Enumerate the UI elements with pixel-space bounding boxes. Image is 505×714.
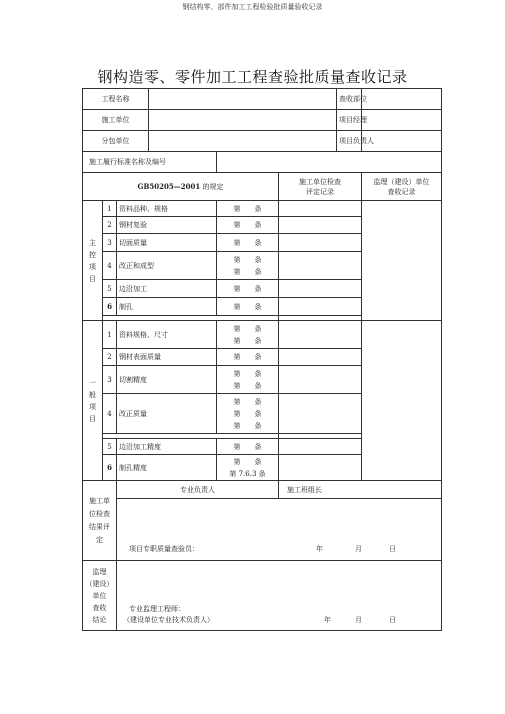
day-label: 日 [389,545,396,553]
subcontract-unit-label: 分包单位 [83,131,149,152]
year-label: 年 [324,616,331,624]
item-clause [217,298,279,316]
day-label: 日 [389,616,396,624]
project-manager-value[interactable] [362,110,442,131]
clause-text: 第 条 [233,267,262,276]
check-record-header [279,173,362,201]
check-record-cell[interactable] [279,280,362,298]
supervision-record-header [362,173,442,201]
supervision-main-cell[interactable] [362,201,442,321]
engineer-note: （建设单位专业技术负责人） [123,616,214,624]
item-name: 切面质量 [117,234,217,252]
supervision-general-cell[interactable] [362,321,442,481]
info-row-standard [83,152,442,173]
info-row-construction [83,110,442,131]
sup-head-1: 监理（建设）单位 [373,177,430,186]
clause-text: 第 条 [233,221,262,229]
construction-eval-line: 施工单 [89,496,110,505]
info-row-project [83,89,442,110]
main-group-char: 控 [89,250,96,259]
acceptance-unit-value[interactable] [362,89,442,110]
clause-text: 第 7.6.3 条 [229,469,266,478]
general-group-char: 般 [89,390,96,399]
clause-text: 第 条 [233,409,262,418]
item-name: 资料品种、规格 [117,201,217,217]
item-number: 3 [103,234,117,252]
supervision-line: 查收 [92,603,107,612]
acceptance-unit-label [337,89,367,110]
table-row [83,321,442,349]
construction-eval-label [83,481,117,561]
supervision-line: 单位 [92,591,107,600]
item-number: 3 [103,366,117,394]
item-clause [217,217,279,234]
project-manager-label [337,110,367,131]
chief-label: 专业负责人 [117,481,279,499]
sup-head-2: 查收记录 [387,187,416,196]
general-group-char: 目 [89,414,96,423]
project-name-value[interactable] [149,89,337,110]
item-clause [217,252,279,280]
page-header: 钢结构零、部件加工工程检验批质量验收记录 [182,3,323,11]
item-number: 1 [103,321,117,349]
project-name-label: 工程名称 [83,89,149,110]
item-clause [217,280,279,298]
item-clause [217,234,279,252]
supervision-label [83,561,117,631]
item-number: 2 [103,217,117,234]
month-label: 月 [355,545,362,553]
item-number: 1 [103,201,117,217]
item-number: 4 [103,252,117,280]
item-number: 5 [103,280,117,298]
item-clause [217,455,279,481]
main-group-label [83,201,103,321]
check-head-2: 评定记录 [306,187,334,196]
acceptance-unit-text: 查收部位 [339,95,367,103]
clause-text: 第 条 [233,204,262,213]
construction-eval-line: 定 [96,535,103,544]
check-record-cell[interactable] [279,455,362,481]
item-name: 资料规格、尺寸 [117,321,217,349]
general-group-char: 一 [89,378,96,387]
clause-text: 第 条 [233,397,262,406]
spec-code: GB50205—2001 [137,181,201,191]
item-clause [217,349,279,366]
general-group-char: 项 [89,402,96,411]
item-number: 4 [103,394,117,434]
check-record-cell[interactable] [279,321,362,349]
construction-unit-value[interactable] [149,110,337,131]
table-row [83,201,442,217]
main-group-char: 项 [89,262,96,271]
sub-manager-text: 项目负责人 [339,137,374,145]
item-name: 边沿加工 [117,280,217,298]
supervision-line: 监理 [92,567,107,576]
clause-text: 第 条 [233,457,262,466]
check-record-cell[interactable] [279,366,362,394]
engineer-label: 专业监理工程师： [129,605,185,613]
item-name: 钢材表面质量 [117,349,217,366]
spec-header-row [83,173,442,201]
item-name: 边沿加工精度 [117,439,217,455]
clause-text: 第 条 [233,381,262,390]
inspector-label: 项目专职质量查验员： [129,545,199,553]
main-group-char: 主 [89,238,96,247]
supervision-line: 结论 [92,615,107,624]
spec-suffix: 的规定 [200,182,224,191]
construction-eval-header-row [83,481,442,499]
check-head-1: 施工单位检查 [299,177,341,186]
item-name: 改正和成型 [117,252,217,280]
team-leader-label: 施工班组长 [279,481,442,499]
clause-text: 第 条 [233,369,262,378]
check-record-cell[interactable] [279,217,362,234]
clause-text: 第 条 [233,284,262,293]
inspection-form [82,88,441,631]
item-number: 6 [103,298,117,316]
clause-text: 第 条 [233,442,262,451]
check-record-cell[interactable] [279,349,362,366]
check-record-cell[interactable] [279,394,362,434]
item-clause [217,321,279,349]
sub-manager-label [337,131,374,152]
clause-text: 第 条 [233,353,262,361]
item-name: 制孔 [117,298,217,316]
item-number: 6 [103,455,117,481]
clause-text: 第 条 [233,336,262,345]
construction-eval-body[interactable] [117,499,442,561]
item-clause [217,439,279,455]
item-name: 改正质量 [117,394,217,434]
item-name: 制孔精度 [117,455,217,481]
clause-text: 第 条 [233,421,262,430]
item-name: 钢材复验 [117,217,217,234]
clause-text: 第 条 [233,255,262,264]
construction-unit-label: 施工单位 [83,110,149,131]
check-record-cell[interactable] [279,298,362,316]
info-row-subcontract [83,131,442,152]
month-label: 月 [355,616,362,624]
item-clause [217,201,279,217]
main-group-char: 目 [89,274,96,283]
check-record-cell[interactable] [279,439,362,455]
form-table [82,88,442,631]
spec-rule [83,173,279,201]
clause-text: 第 条 [233,324,262,333]
supervision-body[interactable] [117,561,442,631]
construction-eval-line: 位检查 [89,509,110,518]
check-record-cell[interactable] [279,252,362,280]
clause-text: 第 条 [233,238,262,247]
general-group-label [83,321,103,481]
year-label: 年 [316,545,323,553]
item-number: 2 [103,349,117,366]
item-clause [217,394,279,434]
project-manager-text: 项目经理 [339,116,367,124]
subcontract-unit-value[interactable] [149,131,337,152]
standard-label: 施工履行标准名称及编号 [83,152,217,173]
construction-eval-body-row [83,499,442,561]
item-name: 切割精度 [117,366,217,394]
item-clause [217,366,279,394]
page-title: 钢构造零、零件加工工程查验批质量查收记录 [97,68,408,86]
check-record-cell[interactable] [279,234,362,252]
check-record-cell[interactable] [279,201,362,217]
clause-text: 第 条 [233,302,262,311]
standard-value[interactable] [217,152,442,173]
supervision-line: （建设） [85,579,114,588]
construction-eval-line: 结果评 [89,522,110,531]
item-number: 5 [103,439,117,455]
supervision-row [83,561,442,631]
